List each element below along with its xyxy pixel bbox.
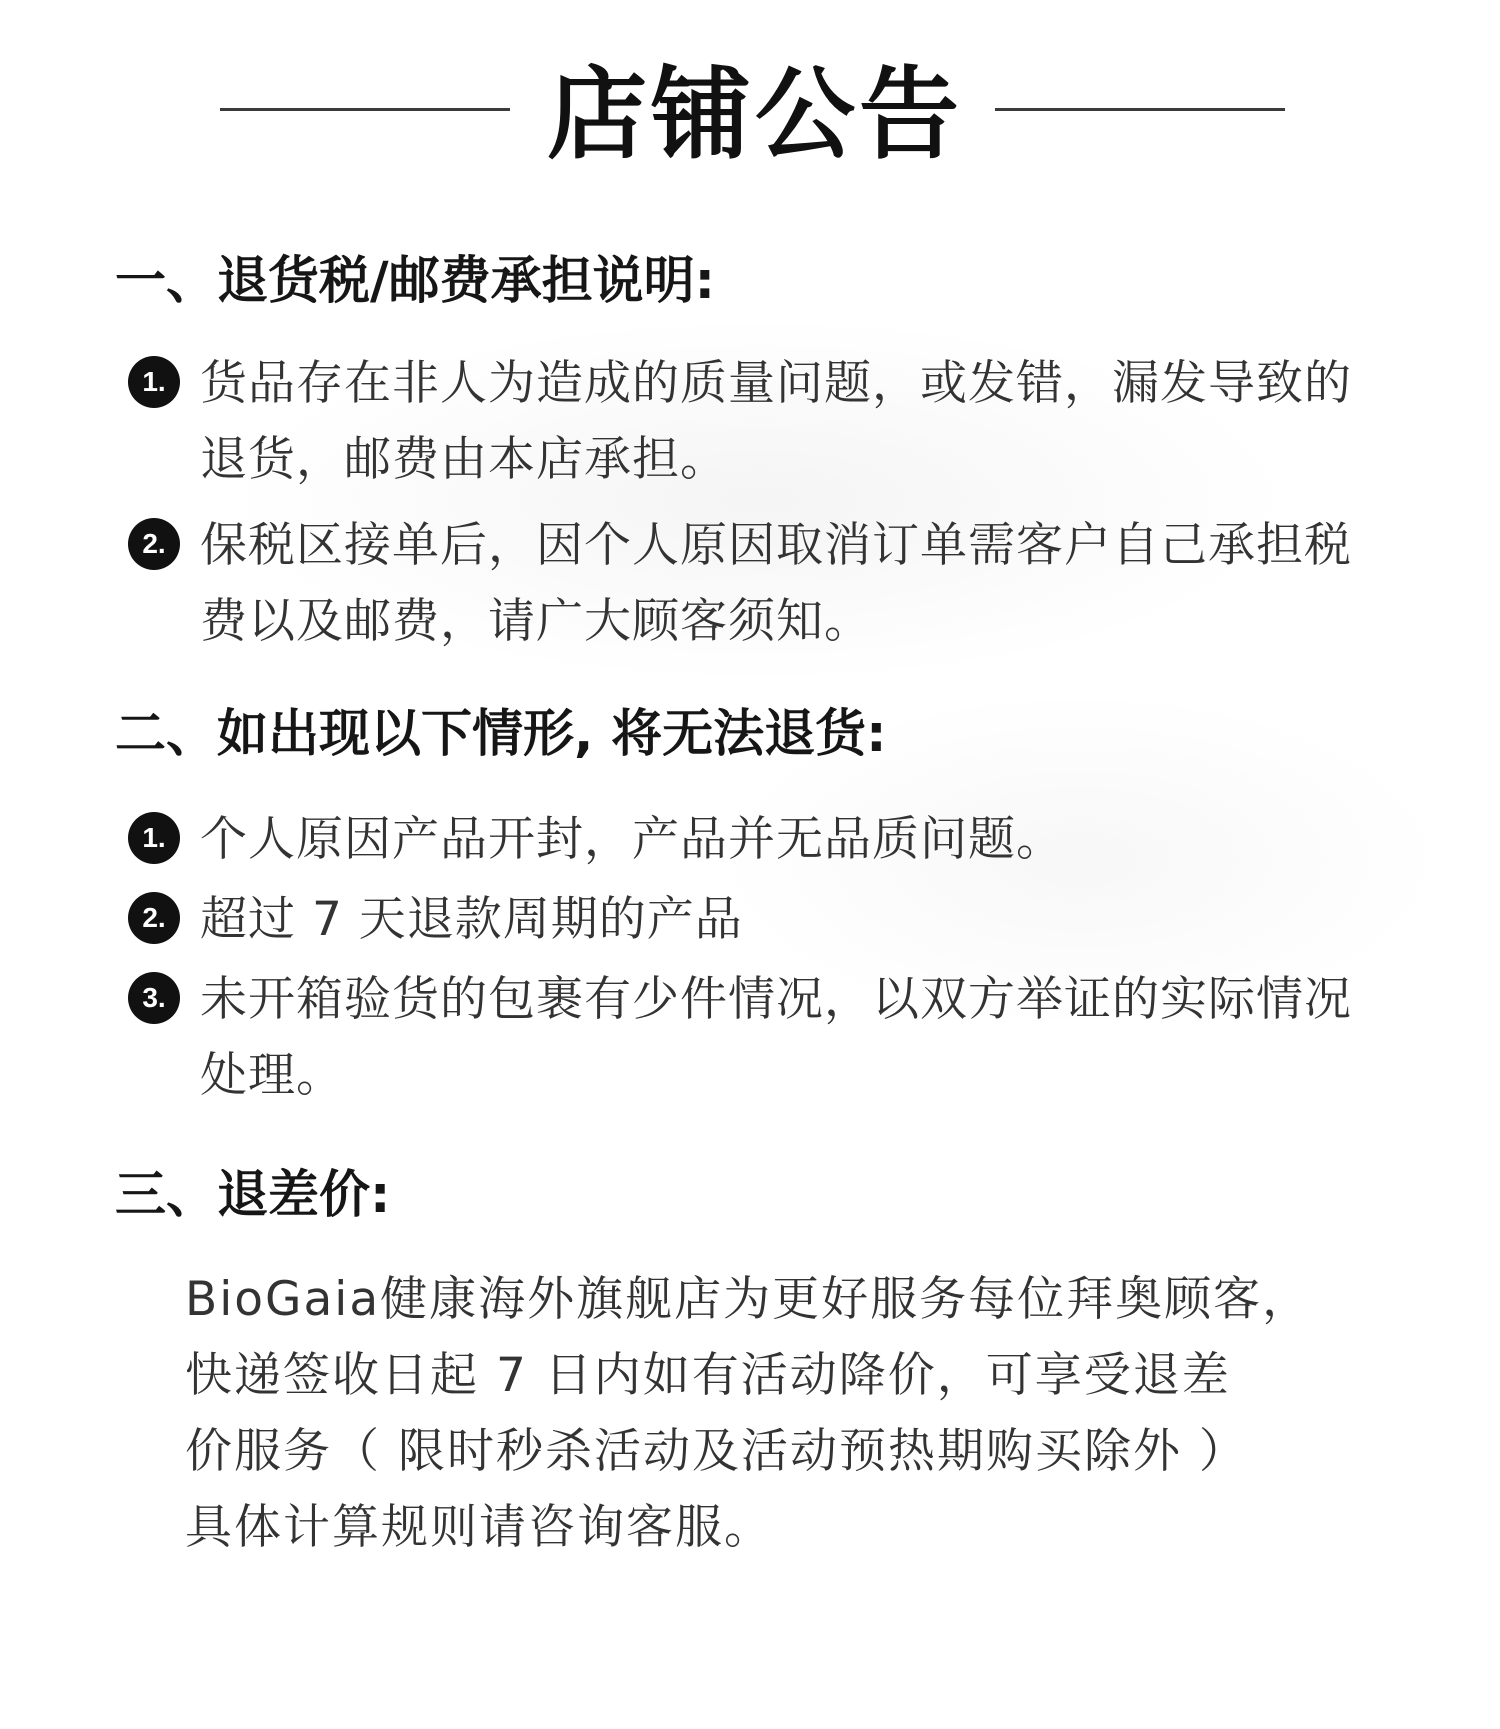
title-divider-left (220, 108, 510, 111)
number-badge-icon: 2. (128, 892, 180, 944)
list-item (128, 802, 1368, 878)
list-item (128, 508, 1368, 660)
list-item (128, 346, 1368, 498)
title-divider-right (995, 108, 1285, 111)
number-badge-icon: 3. (128, 972, 180, 1024)
list-item-text: 未开箱验货的包裹有少件情况，以双方举证的实际情况处理。 (200, 972, 1352, 1103)
number-badge-icon: 1. (128, 356, 180, 408)
list-item (128, 962, 1368, 1114)
list-item-text: 保税区接单后，因个人原因取消订单需客户自己承担税费以及邮费，请广大顾客须知。 (200, 518, 1352, 649)
section-heading-no-return: 二、如出现以下情形, 将无法退货: (115, 705, 887, 764)
number-badge-icon: 2. (128, 518, 180, 570)
paragraph-line: 快递签收日起 7 日内如有活动降价，可享受退差 (185, 1348, 1231, 1403)
section-heading-return-fees: 一、退货税/邮费承担说明: (115, 252, 716, 311)
section-heading-price-difference: 三、退差价: (115, 1166, 391, 1225)
list-item-text: 超过 7 天退款周期的产品 (200, 892, 743, 947)
list-item-text: 个人原因产品开封，产品并无品质问题。 (200, 812, 1064, 867)
page-title: 店铺公告 (547, 56, 963, 173)
paragraph-line: 价服务（ 限时秒杀活动及活动预热期购买除外 ） (185, 1424, 1248, 1479)
price-difference-paragraph (185, 1262, 1385, 1566)
paragraph-line: BioGaia健康海外旗舰店为更好服务每位拜奥顾客， (185, 1272, 1312, 1327)
list-item-text: 货品存在非人为造成的质量问题，或发错，漏发导致的退货，邮费由本店承担。 (200, 356, 1352, 487)
number-badge-icon: 1. (128, 812, 180, 864)
paragraph-line: 具体计算规则请咨询客服。 (185, 1500, 773, 1555)
list-item (128, 882, 1368, 958)
